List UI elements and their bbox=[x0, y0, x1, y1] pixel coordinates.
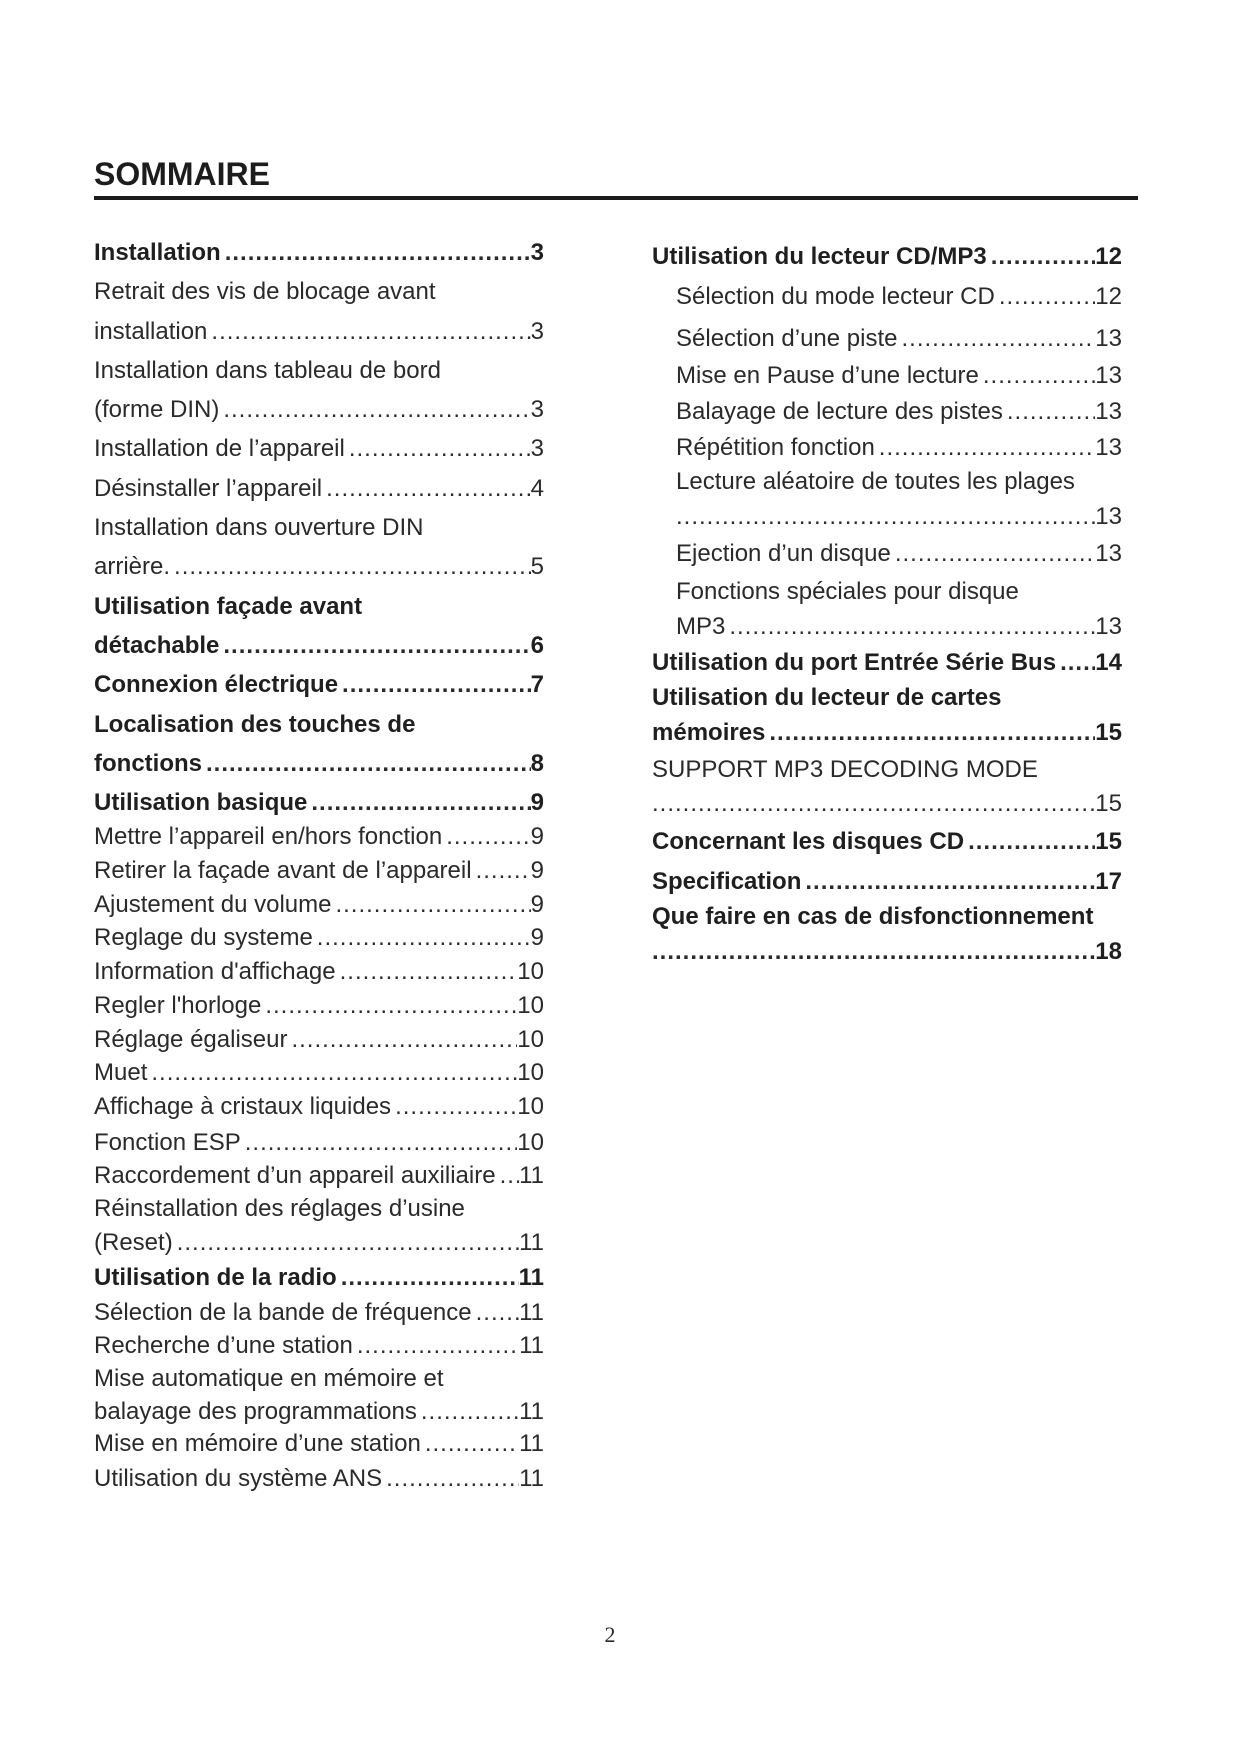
toc-entry-title: Utilisation du lecteur de cartes bbox=[652, 684, 1002, 711]
toc-entry bbox=[94, 1090, 544, 1124]
toc-entry-page: 13 bbox=[1095, 540, 1122, 567]
toc-entry-page: 13 bbox=[1095, 503, 1122, 530]
toc-dot-leader bbox=[322, 472, 531, 506]
toc-entry-page: 10 bbox=[517, 1129, 544, 1156]
toc-dot-leader bbox=[725, 610, 1095, 644]
toc-entry bbox=[652, 935, 1122, 969]
toc-entry bbox=[676, 322, 1122, 356]
toc-entry-title: fonctions bbox=[94, 750, 202, 777]
toc-entry bbox=[94, 1362, 544, 1396]
toc-entry-page: 6 bbox=[530, 632, 544, 659]
toc-entry-title: Utilisation du lecteur CD/MP3 bbox=[652, 243, 987, 270]
toc-entry-title: Réglage égaliseur bbox=[94, 1026, 288, 1053]
toc-entry-page: 12 bbox=[1095, 243, 1122, 270]
toc-entry bbox=[94, 550, 544, 584]
toc-entry bbox=[94, 1023, 544, 1057]
toc-entry-title: Retrait des vis de blocage avant bbox=[94, 278, 436, 305]
toc-dot-leader bbox=[472, 854, 531, 888]
toc-entry-page: 14 bbox=[1095, 649, 1122, 676]
toc-entry bbox=[94, 1395, 544, 1429]
toc-entry bbox=[94, 590, 544, 624]
toc-entry-title: Utilisation façade avant bbox=[94, 593, 363, 620]
toc-entry-page: 11 bbox=[519, 1465, 544, 1492]
toc-dot-leader bbox=[221, 236, 531, 270]
toc-entry bbox=[94, 921, 544, 955]
toc-entry bbox=[652, 865, 1122, 899]
toc-entry-title: Mettre l’appareil en/hors fonction bbox=[94, 823, 443, 850]
toc-entry-title: balayage des programmations bbox=[94, 1398, 417, 1425]
toc-dot-leader bbox=[202, 747, 531, 781]
toc-entry-title: Mise en Pause d’une lecture bbox=[676, 362, 979, 389]
toc-entry bbox=[652, 900, 1122, 934]
toc-entry bbox=[676, 359, 1122, 393]
toc-entry-page: 9 bbox=[530, 789, 544, 816]
toc-entry-title: arrière. bbox=[94, 553, 171, 580]
toc-dot-leader bbox=[336, 955, 518, 989]
toc-entry-page: 15 bbox=[1095, 719, 1122, 746]
toc-entry-page: 3 bbox=[530, 318, 544, 345]
toc-entry-title: installation bbox=[94, 318, 208, 345]
toc-entry bbox=[94, 786, 544, 820]
toc-entry bbox=[94, 1159, 544, 1193]
toc-dot-leader bbox=[173, 1226, 519, 1260]
toc-entry bbox=[94, 668, 544, 702]
toc-dot-leader bbox=[442, 820, 530, 854]
toc-entry-page: 10 bbox=[517, 992, 544, 1019]
toc-dot-leader bbox=[472, 1296, 519, 1330]
toc-entry bbox=[94, 432, 544, 466]
toc-entry-title: Installation dans ouverture DIN bbox=[94, 514, 424, 541]
toc-entry-title: Specification bbox=[652, 868, 802, 895]
toc-dot-leader bbox=[338, 668, 531, 702]
toc-entry-page: 8 bbox=[530, 750, 544, 777]
toc-dot-leader bbox=[676, 500, 1095, 534]
toc-entry-page: 17 bbox=[1095, 868, 1122, 895]
toc-dot-leader bbox=[337, 1261, 519, 1295]
toc-entry bbox=[94, 747, 544, 781]
toc-entry-page: 9 bbox=[530, 924, 544, 951]
toc-entry bbox=[676, 465, 1122, 499]
toc-dot-leader bbox=[287, 1023, 517, 1057]
toc-entry bbox=[94, 1126, 544, 1160]
toc-entry bbox=[652, 646, 1122, 680]
toc-entry bbox=[94, 236, 544, 270]
toc-entry-title: Utilisation de la radio bbox=[94, 1264, 337, 1291]
toc-entry bbox=[94, 1056, 544, 1090]
toc-entry-title: Reglage du systeme bbox=[94, 924, 313, 951]
toc-entry bbox=[676, 500, 1122, 534]
toc-entry-title: Mise automatique en mémoire et bbox=[94, 1365, 444, 1392]
toc-entry-title: Désinstaller l’appareil bbox=[94, 475, 323, 502]
toc-entry-title: Localisation des touches de bbox=[94, 711, 416, 738]
toc-dot-leader bbox=[995, 280, 1095, 314]
title-rule bbox=[94, 196, 1138, 200]
toc-entry-page: 11 bbox=[519, 1332, 544, 1359]
toc-entry-title: Sélection de la bande de fréquence bbox=[94, 1299, 472, 1326]
toc-dot-leader bbox=[170, 550, 531, 584]
toc-dot-leader bbox=[241, 1126, 518, 1160]
toc-entry bbox=[652, 753, 1122, 787]
toc-entry bbox=[676, 575, 1122, 609]
toc-entry-title: Ejection d’un disque bbox=[676, 540, 891, 567]
toc-entry-page: 9 bbox=[530, 857, 544, 884]
toc-dot-leader bbox=[987, 240, 1096, 274]
toc-dot-leader bbox=[313, 921, 531, 955]
page-number: 2 bbox=[604, 1622, 616, 1647]
toc-entry bbox=[676, 431, 1122, 465]
toc-dot-leader bbox=[891, 537, 1095, 571]
toc-dot-leader bbox=[307, 786, 530, 820]
toc-entry-page: 7 bbox=[530, 671, 544, 698]
toc-entry-title: Utilisation du port Entrée Série Bus bbox=[652, 649, 1057, 676]
toc-entry-page: 5 bbox=[530, 553, 544, 580]
toc-dot-leader bbox=[331, 888, 530, 922]
toc-dot-leader bbox=[979, 359, 1095, 393]
toc-entry-title: Que faire en cas de disfonctionnement bbox=[652, 903, 1094, 930]
toc-entry-page: 10 bbox=[517, 1059, 544, 1086]
toc-entry bbox=[94, 629, 544, 663]
toc-entry-title: Utilisation du système ANS bbox=[94, 1465, 383, 1492]
toc-entry-title: Recherche d’une station bbox=[94, 1332, 353, 1359]
toc-dot-leader bbox=[1003, 395, 1095, 429]
toc-dot-leader bbox=[261, 989, 517, 1023]
toc-entry bbox=[94, 354, 544, 388]
toc-entry bbox=[652, 681, 1122, 715]
toc-entry bbox=[94, 820, 544, 854]
toc-entry-page: 10 bbox=[517, 1026, 544, 1053]
toc-entry-title: Sélection du mode lecteur CD bbox=[676, 283, 995, 310]
toc-dot-leader bbox=[421, 1427, 519, 1461]
toc-entry-title: (Reset) bbox=[94, 1229, 173, 1256]
toc-entry-page: 9 bbox=[530, 823, 544, 850]
toc-entry-title: Affichage à cristaux liquides bbox=[94, 1093, 392, 1120]
toc-entry-title: Mise en mémoire d’une station bbox=[94, 1430, 421, 1457]
toc-entry-page: 18 bbox=[1095, 938, 1122, 965]
toc-entry-title: Sélection d’une piste bbox=[676, 325, 898, 352]
toc-entry bbox=[676, 395, 1122, 429]
toc-entry bbox=[94, 1261, 544, 1295]
toc-entry-title: Information d'affichage bbox=[94, 958, 336, 985]
toc-entry-title: Ajustement du volume bbox=[94, 891, 332, 918]
page-title: SOMMAIRE bbox=[94, 156, 270, 192]
toc-entry bbox=[94, 708, 544, 742]
toc-entry-title: Retirer la façade avant de l’appareil bbox=[94, 857, 472, 884]
toc-dot-leader bbox=[652, 935, 1095, 969]
toc-entry-title: MP3 bbox=[676, 613, 726, 640]
toc-entry bbox=[94, 275, 544, 309]
toc-entry-title: Balayage de lecture des pistes bbox=[676, 398, 1003, 425]
toc-entry bbox=[94, 955, 544, 989]
toc-dot-leader bbox=[345, 432, 531, 466]
toc-entry-title: Installation dans tableau de bord bbox=[94, 357, 441, 384]
toc-entry bbox=[94, 1427, 544, 1461]
toc-entry-title: Raccordement d’un appareil auxiliaire bbox=[94, 1162, 496, 1189]
toc-entry-page: 3 bbox=[530, 435, 544, 462]
toc-entry-title: Répétition fonction bbox=[676, 434, 875, 461]
toc-dot-leader bbox=[219, 393, 530, 427]
toc-entry-title: mémoires bbox=[652, 719, 766, 746]
toc-entry-page: 10 bbox=[517, 958, 544, 985]
toc-entry-title: Regler l'horloge bbox=[94, 992, 262, 1019]
toc-entry bbox=[94, 393, 544, 427]
toc-dot-leader bbox=[652, 787, 1095, 821]
toc-entry-title: Connexion électrique bbox=[94, 671, 339, 698]
toc-entry-title: Fonction ESP bbox=[94, 1129, 241, 1156]
toc-dot-leader bbox=[219, 629, 530, 663]
toc-entry-page: 11 bbox=[519, 1398, 544, 1425]
toc-dot-leader bbox=[496, 1159, 520, 1193]
toc-entry-page: 13 bbox=[1095, 613, 1122, 640]
toc-entry bbox=[94, 1329, 544, 1363]
toc-entry bbox=[94, 315, 544, 349]
toc-entry-title: Concernant les disques CD bbox=[652, 828, 965, 855]
toc-entry-page: 11 bbox=[519, 1430, 544, 1457]
toc-entry bbox=[676, 610, 1122, 644]
toc-entry-page: 13 bbox=[1095, 398, 1122, 425]
toc-entry-page: 13 bbox=[1095, 434, 1122, 461]
toc-dot-leader bbox=[801, 865, 1095, 899]
toc-entry-title: Installation bbox=[94, 239, 221, 266]
toc-entry bbox=[652, 787, 1122, 821]
toc-entry-title: détachable bbox=[94, 632, 220, 659]
toc-entry-page: 10 bbox=[517, 1093, 544, 1120]
toc-entry-title: Muet bbox=[94, 1059, 148, 1086]
toc-dot-leader bbox=[765, 716, 1095, 750]
toc-entry-page: 9 bbox=[530, 891, 544, 918]
toc-entry bbox=[94, 472, 544, 506]
toc-entry-title: Lecture aléatoire de toutes les plages bbox=[676, 468, 1075, 495]
toc-entry-page: 3 bbox=[530, 239, 544, 266]
toc-entry-title: SUPPORT MP3 DECODING MODE bbox=[652, 756, 1038, 783]
toc-dot-leader bbox=[382, 1462, 519, 1496]
toc-entry-page: 4 bbox=[530, 475, 544, 502]
toc-entry bbox=[94, 854, 544, 888]
toc-dot-leader bbox=[353, 1329, 519, 1363]
toc-entry-title: Utilisation basique bbox=[94, 789, 308, 816]
toc-entry-page: 15 bbox=[1095, 828, 1122, 855]
toc-dot-leader bbox=[875, 431, 1096, 465]
toc-entry bbox=[652, 716, 1122, 750]
toc-entry bbox=[652, 825, 1122, 859]
toc-dot-leader bbox=[391, 1090, 517, 1124]
toc-entry bbox=[94, 1296, 544, 1330]
toc-entry-page: 13 bbox=[1095, 325, 1122, 352]
toc-entry-page: 3 bbox=[530, 396, 544, 423]
toc-entry bbox=[94, 1226, 544, 1260]
toc-entry-page: 11 bbox=[519, 1162, 544, 1189]
toc-dot-leader bbox=[897, 322, 1095, 356]
toc-entry bbox=[94, 1462, 544, 1496]
toc-entry bbox=[652, 240, 1122, 274]
toc-dot-leader bbox=[207, 315, 530, 349]
toc-dot-leader bbox=[964, 825, 1095, 859]
toc-entry bbox=[94, 888, 544, 922]
toc-entry-title: Installation de l’appareil bbox=[94, 435, 345, 462]
toc-entry-title: (forme DIN) bbox=[94, 396, 220, 423]
toc-entry-page: 13 bbox=[1095, 362, 1122, 389]
toc-entry-title: Réinstallation des réglages d’usine bbox=[94, 1195, 465, 1222]
toc-dot-leader bbox=[1056, 646, 1095, 680]
toc-entry bbox=[94, 511, 544, 545]
toc-entry-page: 15 bbox=[1095, 790, 1122, 817]
toc-entry-page: 11 bbox=[518, 1264, 544, 1291]
toc-entry-title: Fonctions spéciales pour disque bbox=[676, 578, 1019, 605]
toc-entry bbox=[676, 280, 1122, 314]
toc-entry bbox=[676, 537, 1122, 571]
toc-entry-page: 11 bbox=[519, 1229, 544, 1256]
toc-entry-page: 12 bbox=[1095, 283, 1122, 310]
toc-dot-leader bbox=[147, 1056, 517, 1090]
toc-dot-leader bbox=[417, 1395, 519, 1429]
toc-entry-page: 11 bbox=[519, 1299, 544, 1326]
toc-entry bbox=[94, 1192, 544, 1226]
toc-entry bbox=[94, 989, 544, 1023]
